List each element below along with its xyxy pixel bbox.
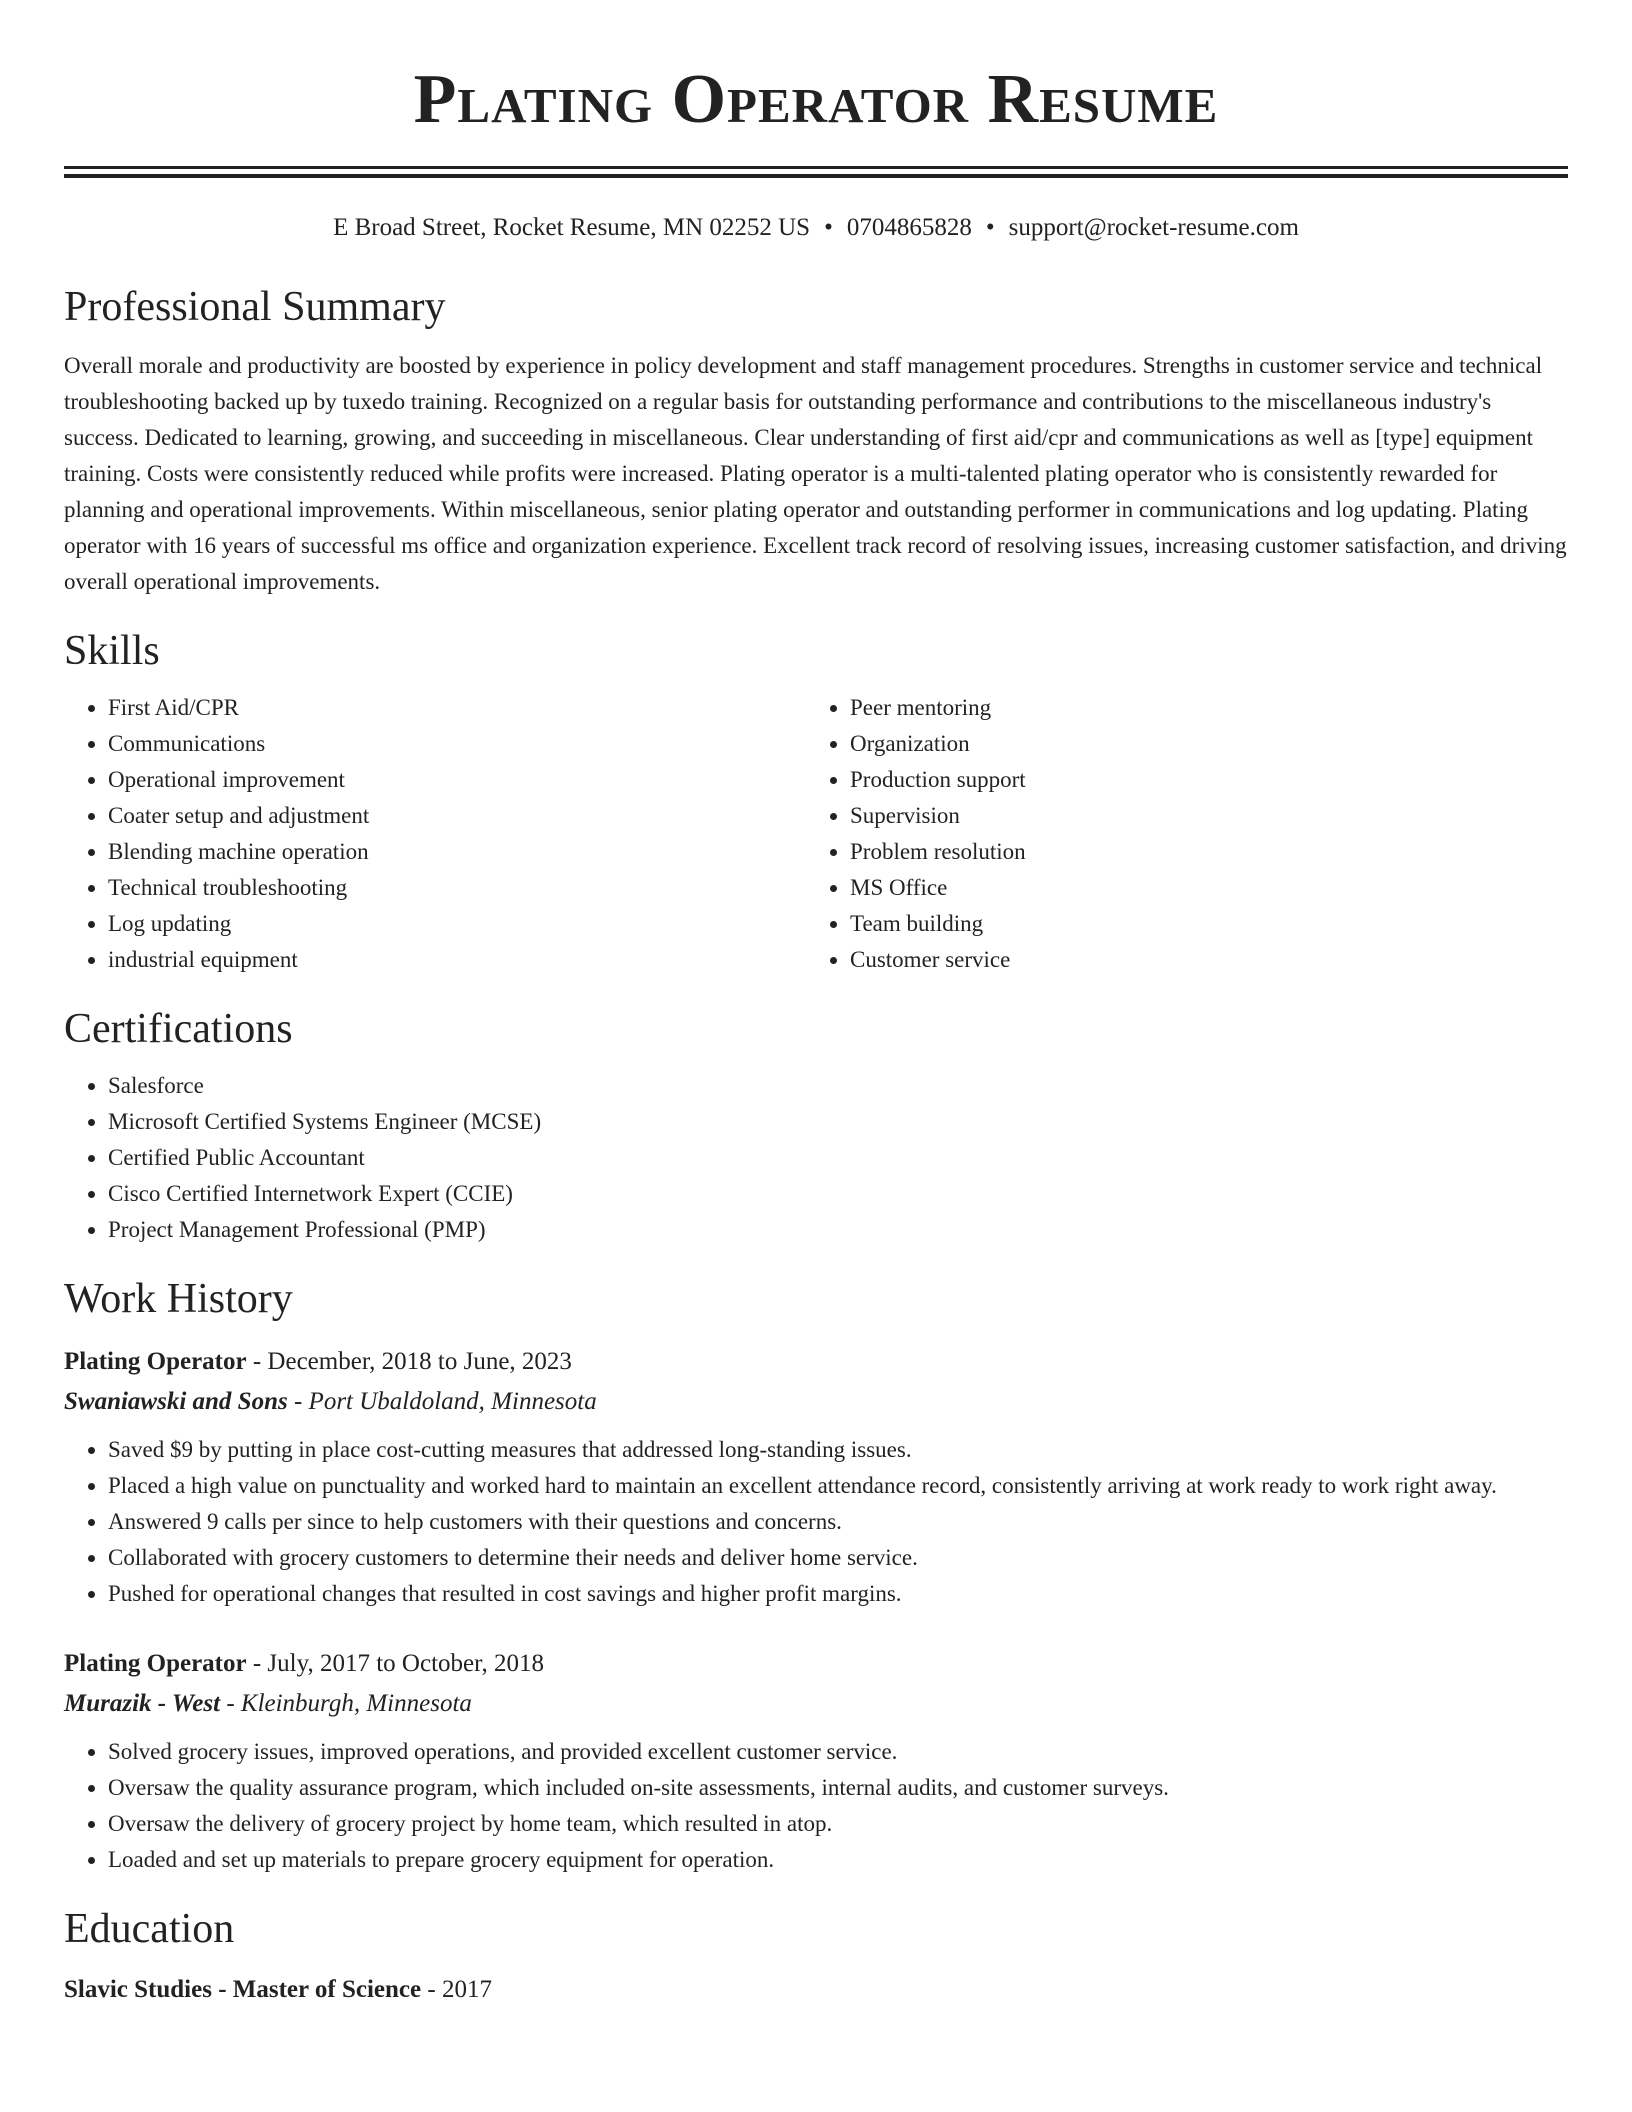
skill-item: • industrial equipment xyxy=(108,942,806,978)
summary-text: Overall morale and productivity are boosted by experience in policy development and staff management procedures. Strengths in customer service and technical troubleshooting backed up by tuxedo training. Recognized on a regular basis for outstanding performance and contributions to the miscellaneous industry's success. Dedicated to learning, growing, and succeeding in miscellaneous. Clear understanding of first aid/cpr and communications as well as [type] equipment training. Costs were consistently reduced while profits were increased. Plating operator is a multi-talented plating operator who is consistently rewarded for planning and operational improvements. Within miscellaneous, senior plating operator and outstanding performer in communications and log updating. Plating operator with 16 years of successful ms office and organization experience. Excellent track record of resolving issues, increasing customer satisfaction, and driving overall operational improvements. xyxy=(64,353,1567,594)
resume-title: Plating Operator Resume xyxy=(413,61,1219,138)
work-history-section xyxy=(64,1274,1568,1878)
contact-email: support@rocket-resume.com xyxy=(1008,214,1299,241)
contact-address: E Broad Street, Rocket Resume, MN 02252 US xyxy=(333,214,811,241)
job-dates: - July, 2017 to October, 2018 xyxy=(246,1650,544,1677)
skill-item: • Supervision xyxy=(850,798,1548,834)
job-bullet: • Placed a high value on punctuality and worked hard to maintain an excellent attendance record, consistently arriving at work ready to work right away. xyxy=(108,1468,1568,1504)
contact-line xyxy=(64,212,1568,244)
job-company: Swaniawski and Sons xyxy=(64,1388,288,1415)
certification-item: • Microsoft Certified Systems Engineer (MCSE) xyxy=(108,1104,1568,1140)
job-dates: - December, 2018 to June, 2023 xyxy=(246,1348,572,1375)
certification-item: • Cisco Certified Internetwork Expert (CCIE) xyxy=(108,1176,1568,1212)
skills-list-right xyxy=(806,690,1548,978)
skill-item: • First Aid/CPR xyxy=(108,690,806,726)
skills-section xyxy=(64,626,1568,978)
certification-item: • Certified Public Accountant xyxy=(108,1140,1568,1176)
job-title: Plating Operator xyxy=(64,1348,247,1375)
job-location: - Port Ubaldoland, Minnesota xyxy=(287,1388,597,1415)
job-bullet: • Pushed for operational changes that resulted in cost savings and higher profit margins. xyxy=(108,1576,1568,1612)
job-bullets xyxy=(64,1432,1568,1612)
job-bullet: • Oversaw the delivery of grocery project by home team, which resulted in atop. xyxy=(108,1806,1568,1842)
job-company-line xyxy=(64,1382,1568,1422)
job-company: Murazik - West xyxy=(64,1690,221,1717)
education-degree: Slavic Studies - Master of Science xyxy=(64,1976,422,2003)
job-company-line xyxy=(64,1684,1568,1724)
job-bullet: • Saved $9 by putting in place cost-cutting measures that addressed long-standing issues. xyxy=(108,1432,1568,1468)
job-title-line xyxy=(64,1342,1568,1382)
contact-phone: 0704865828 xyxy=(846,214,972,241)
skill-item: • Peer mentoring xyxy=(850,690,1548,726)
skill-item: • Technical troubleshooting xyxy=(108,870,806,906)
job-title-line xyxy=(64,1644,1568,1684)
skill-item: • Organization xyxy=(850,726,1548,762)
work-history-heading: Work History xyxy=(64,1276,293,1322)
resume-page xyxy=(64,0,1568,2010)
certifications-section xyxy=(64,1004,1568,1248)
education-line xyxy=(64,1970,1568,2010)
skills-list-left xyxy=(64,690,806,978)
contact-separator: • xyxy=(824,214,833,241)
job-bullets xyxy=(64,1734,1568,1878)
certifications-list xyxy=(64,1068,1568,1248)
summary-section xyxy=(64,282,1568,600)
skill-item: • Log updating xyxy=(108,906,806,942)
title-divider-top xyxy=(64,166,1568,169)
education-section xyxy=(64,1904,1568,2010)
job-bullet: • Collaborated with grocery customers to determine their needs and deliver home service. xyxy=(108,1540,1568,1576)
summary-heading: Professional Summary xyxy=(64,284,446,330)
skill-item: • Customer service xyxy=(850,942,1548,978)
skill-item: • Communications xyxy=(108,726,806,762)
job-bullet: • Answered 9 calls per since to help customers with their questions and concerns. xyxy=(108,1504,1568,1540)
job-bullet: • Oversaw the quality assurance program, which included on-site assessments, internal audits, and customer surveys. xyxy=(108,1770,1568,1806)
job-title: Plating Operator xyxy=(64,1650,247,1677)
skill-item: • Blending machine operation xyxy=(108,834,806,870)
skills-heading: Skills xyxy=(64,628,160,674)
skill-item: • Team building xyxy=(850,906,1548,942)
skill-item: • Problem resolution xyxy=(850,834,1548,870)
certifications-heading: Certifications xyxy=(64,1006,293,1052)
skill-item: • Operational improvement xyxy=(108,762,806,798)
skills-columns xyxy=(64,690,1568,978)
skill-item: • Production support xyxy=(850,762,1548,798)
education-heading: Education xyxy=(64,1906,235,1952)
title-divider-bottom xyxy=(64,174,1568,178)
job-entry xyxy=(64,1644,1568,1878)
job-bullet: • Solved grocery issues, improved operations, and provided excellent customer service. xyxy=(108,1734,1568,1770)
skill-item: • Coater setup and adjustment xyxy=(108,798,806,834)
certification-item: • Salesforce xyxy=(108,1068,1568,1104)
certification-item: • Project Management Professional (PMP) xyxy=(108,1212,1568,1248)
job-location: - Kleinburgh, Minnesota xyxy=(220,1690,472,1717)
job-entry xyxy=(64,1342,1568,1612)
job-bullet: • Loaded and set up materials to prepare grocery equipment for operation. xyxy=(108,1842,1568,1878)
skill-item: • MS Office xyxy=(850,870,1548,906)
education-year: - 2017 xyxy=(421,1976,492,2003)
contact-separator: • xyxy=(985,214,995,241)
